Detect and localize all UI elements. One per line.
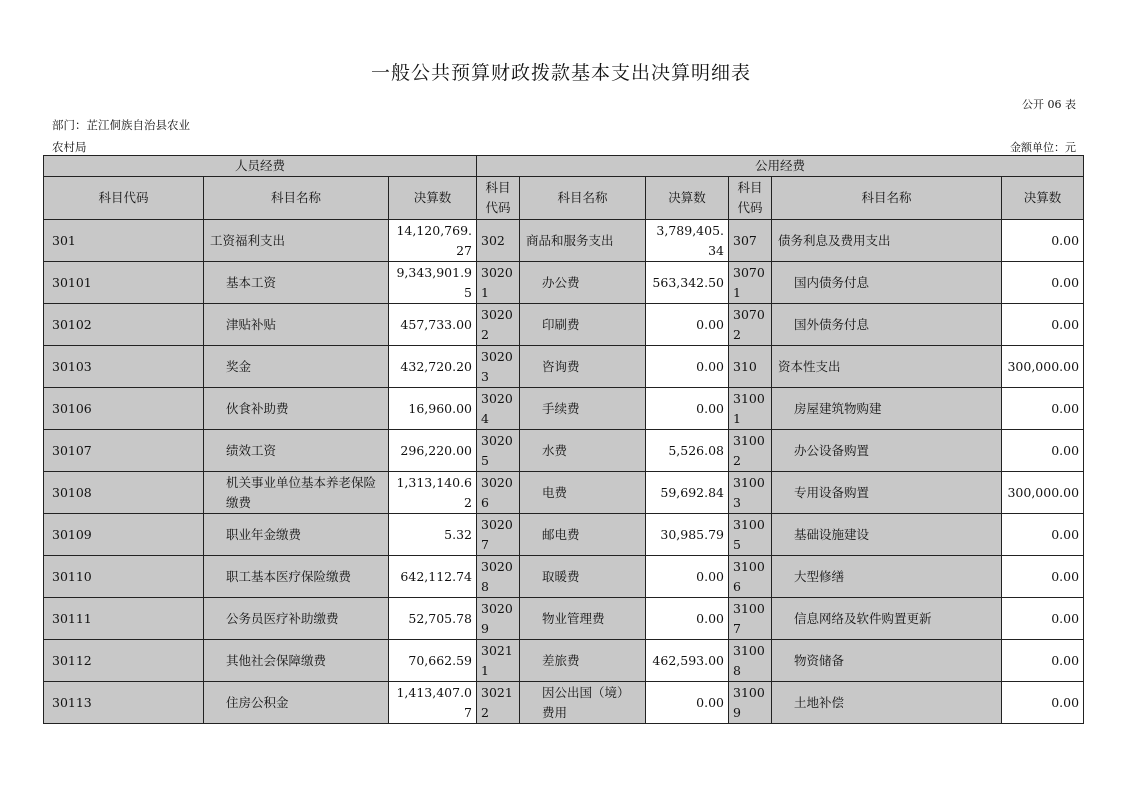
item-name-1: 伙食补助费 xyxy=(204,388,389,430)
table-row xyxy=(44,640,1084,682)
code-1: 30111 xyxy=(44,598,204,640)
code-2: 30206 xyxy=(477,472,520,514)
department-label-continued: 农村局 xyxy=(52,140,87,154)
item-name-3: 办公设备购置 xyxy=(772,430,1002,472)
code-2: 30211 xyxy=(477,640,520,682)
code-1: 30109 xyxy=(44,514,204,556)
code-3: 31007 xyxy=(729,598,772,640)
amount-2: 0.00 xyxy=(646,388,729,430)
item-name-3: 土地补偿 xyxy=(772,682,1002,724)
amount-3: 0.00 xyxy=(1002,682,1084,724)
amount-1: 5.32 xyxy=(389,514,477,556)
amount-1: 296,220.00 xyxy=(389,430,477,472)
item-name-2: 办公费 xyxy=(520,262,646,304)
item-name-2: 邮电费 xyxy=(520,514,646,556)
item-name-3: 国内债务付息 xyxy=(772,262,1002,304)
amount-2: 30,985.79 xyxy=(646,514,729,556)
item-name-1: 其他社会保障缴费 xyxy=(204,640,389,682)
amount-2: 0.00 xyxy=(646,682,729,724)
code-1: 30113 xyxy=(44,682,204,724)
amount-3: 0.00 xyxy=(1002,556,1084,598)
item-name-1: 绩效工资 xyxy=(204,430,389,472)
table-row xyxy=(44,304,1084,346)
amount-2: 0.00 xyxy=(646,304,729,346)
item-name-2: 咨询费 xyxy=(520,346,646,388)
amount-1: 16,960.00 xyxy=(389,388,477,430)
item-name-1: 基本工资 xyxy=(204,262,389,304)
item-name-1: 住房公积金 xyxy=(204,682,389,724)
table-row xyxy=(44,346,1084,388)
department-label: 部门：芷江侗族自治县农业 xyxy=(52,118,190,132)
code-3: 31001 xyxy=(729,388,772,430)
amount-2: 0.00 xyxy=(646,346,729,388)
code-1: 30101 xyxy=(44,262,204,304)
code-2: 30208 xyxy=(477,556,520,598)
code-3: 31002 xyxy=(729,430,772,472)
col-code-1: 科目代码 xyxy=(44,177,204,220)
group-personnel: 人员经费 xyxy=(44,156,477,177)
col-name-3: 科目名称 xyxy=(772,177,1002,220)
item-name-1: 职工基本医疗保险缴费 xyxy=(204,556,389,598)
item-name-2: 手续费 xyxy=(520,388,646,430)
code-3: 310 xyxy=(729,346,772,388)
amount-2: 462,593.00 xyxy=(646,640,729,682)
code-1: 301 xyxy=(44,220,204,262)
amount-2: 5,526.08 xyxy=(646,430,729,472)
amount-3: 0.00 xyxy=(1002,514,1084,556)
amount-3: 300,000.00 xyxy=(1002,472,1084,514)
col-code-3: 科目代码 xyxy=(729,177,772,220)
amount-2: 59,692.84 xyxy=(646,472,729,514)
item-name-3: 房屋建筑物购建 xyxy=(772,388,1002,430)
expenditure-table xyxy=(43,155,1084,724)
item-name-1: 机关事业单位基本养老保险缴费 xyxy=(204,472,389,514)
amount-3: 0.00 xyxy=(1002,262,1084,304)
item-name-1: 奖金 xyxy=(204,346,389,388)
amount-3: 0.00 xyxy=(1002,430,1084,472)
amount-3: 0.00 xyxy=(1002,220,1084,262)
amount-1: 14,120,769.27 xyxy=(389,220,477,262)
code-2: 30202 xyxy=(477,304,520,346)
item-name-3: 债务利息及费用支出 xyxy=(772,220,1002,262)
item-name-2: 电费 xyxy=(520,472,646,514)
amount-2: 0.00 xyxy=(646,598,729,640)
table-row xyxy=(44,472,1084,514)
column-header-row xyxy=(44,177,1084,220)
code-2: 30201 xyxy=(477,262,520,304)
group-public: 公用经费 xyxy=(477,156,1084,177)
code-2: 30204 xyxy=(477,388,520,430)
code-1: 30112 xyxy=(44,640,204,682)
item-name-2: 因公出国（境）费用 xyxy=(520,682,646,724)
table-row xyxy=(44,262,1084,304)
table-row xyxy=(44,220,1084,262)
amount-3: 0.00 xyxy=(1002,598,1084,640)
table-row xyxy=(44,682,1084,724)
code-2: 30207 xyxy=(477,514,520,556)
item-name-1: 职业年金缴费 xyxy=(204,514,389,556)
item-name-3: 信息网络及软件购置更新 xyxy=(772,598,1002,640)
col-amount-3: 决算数 xyxy=(1002,177,1084,220)
code-2: 30205 xyxy=(477,430,520,472)
code-3: 31005 xyxy=(729,514,772,556)
item-name-1: 津贴补贴 xyxy=(204,304,389,346)
code-2: 30203 xyxy=(477,346,520,388)
code-2: 30209 xyxy=(477,598,520,640)
item-name-3: 国外债务付息 xyxy=(772,304,1002,346)
amount-1: 1,313,140.62 xyxy=(389,472,477,514)
table-row xyxy=(44,430,1084,472)
table-row xyxy=(44,388,1084,430)
amount-3: 0.00 xyxy=(1002,640,1084,682)
amount-2: 0.00 xyxy=(646,556,729,598)
code-2: 30212 xyxy=(477,682,520,724)
code-1: 30107 xyxy=(44,430,204,472)
item-name-3: 物资储备 xyxy=(772,640,1002,682)
amount-1: 432,720.20 xyxy=(389,346,477,388)
col-code-2: 科目代码 xyxy=(477,177,520,220)
item-name-1: 公务员医疗补助缴费 xyxy=(204,598,389,640)
page-title: 一般公共预算财政拨款基本支出决算明细表 xyxy=(370,62,751,84)
code-1: 30102 xyxy=(44,304,204,346)
code-3: 307 xyxy=(729,220,772,262)
code-1: 30108 xyxy=(44,472,204,514)
item-name-3: 专用设备购置 xyxy=(772,472,1002,514)
code-3: 31008 xyxy=(729,640,772,682)
code-3: 31009 xyxy=(729,682,772,724)
table-row xyxy=(44,598,1084,640)
code-2: 302 xyxy=(477,220,520,262)
amount-3: 0.00 xyxy=(1002,388,1084,430)
amount-3: 0.00 xyxy=(1002,304,1084,346)
col-amount-2: 决算数 xyxy=(646,177,729,220)
item-name-2: 物业管理费 xyxy=(520,598,646,640)
amount-2: 563,342.50 xyxy=(646,262,729,304)
table-row xyxy=(44,514,1084,556)
item-name-3: 基础设施建设 xyxy=(772,514,1002,556)
code-1: 30106 xyxy=(44,388,204,430)
col-name-1: 科目名称 xyxy=(204,177,389,220)
item-name-2: 印刷费 xyxy=(520,304,646,346)
item-name-2: 水费 xyxy=(520,430,646,472)
amount-2: 3,789,405.34 xyxy=(646,220,729,262)
col-name-2: 科目名称 xyxy=(520,177,646,220)
item-name-3: 资本性支出 xyxy=(772,346,1002,388)
amount-1: 52,705.78 xyxy=(389,598,477,640)
code-1: 30103 xyxy=(44,346,204,388)
amount-1: 457,733.00 xyxy=(389,304,477,346)
item-name-2: 取暖费 xyxy=(520,556,646,598)
amount-3: 300,000.00 xyxy=(1002,346,1084,388)
code-3: 30701 xyxy=(729,262,772,304)
item-name-1: 工资福利支出 xyxy=(204,220,389,262)
code-3: 30702 xyxy=(729,304,772,346)
amount-unit-label: 金额单位：元 xyxy=(1010,141,1076,154)
code-3: 31003 xyxy=(729,472,772,514)
table-row xyxy=(44,556,1084,598)
code-1: 30110 xyxy=(44,556,204,598)
amount-1: 642,112.74 xyxy=(389,556,477,598)
table-code: 公开 06 表 xyxy=(1022,98,1076,111)
item-name-2: 商品和服务支出 xyxy=(520,220,646,262)
amount-1: 9,343,901.95 xyxy=(389,262,477,304)
item-name-3: 大型修缮 xyxy=(772,556,1002,598)
group-header-row xyxy=(44,156,1084,177)
col-amount-1: 决算数 xyxy=(389,177,477,220)
amount-1: 1,413,407.07 xyxy=(389,682,477,724)
item-name-2: 差旅费 xyxy=(520,640,646,682)
code-3: 31006 xyxy=(729,556,772,598)
amount-1: 70,662.59 xyxy=(389,640,477,682)
